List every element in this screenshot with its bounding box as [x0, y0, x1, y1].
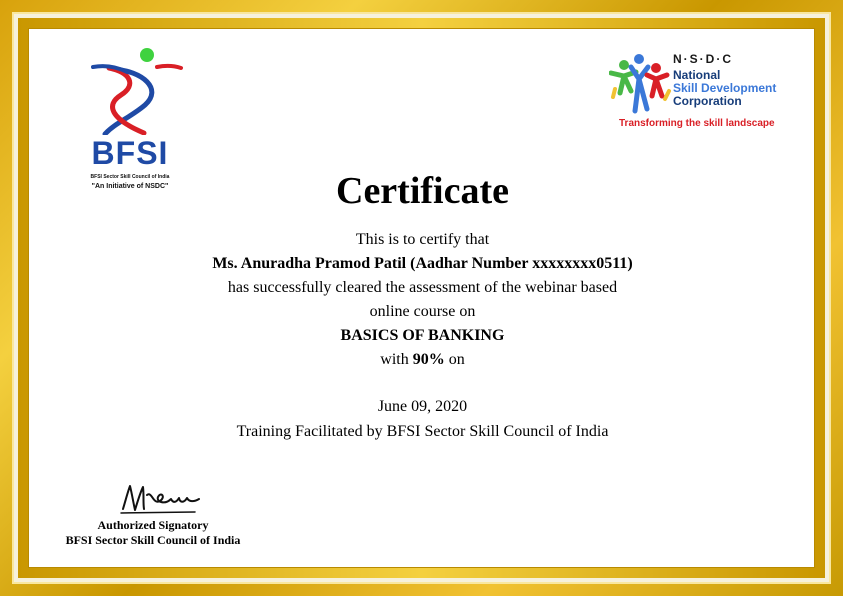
authorized-signature-icon [113, 481, 203, 517]
facilitated-by: Training Facilitated by BFSI Sector Skill Council of India [236, 423, 609, 440]
bfsi-wordmark: BFSI [91, 135, 169, 171]
signatory-organization: BFSI Sector Skill Council of India [65, 533, 241, 547]
assessment-line: has successfully cleared the assessment of the webinar based [227, 279, 618, 296]
signatory-role: Authorized Signatory [97, 518, 209, 532]
certificate-page [28, 28, 815, 568]
course-name: BASICS OF BANKING [340, 327, 505, 344]
nsdc-people-icon [609, 51, 671, 115]
recipient-line: Ms. Anuradha Pramod Patil (Aadhar Number xxxxxxxx0511) [212, 255, 633, 272]
nsdc-name [673, 69, 776, 108]
nsdc-logo [609, 49, 794, 139]
nsdc-tagline: Transforming the skill landscape [619, 118, 775, 129]
issue-date: June 09, 2020 [377, 398, 468, 415]
certificate-title: Certificate [336, 170, 509, 212]
nsdc-name-line-3: Corporation [673, 94, 742, 108]
nsdc-name-line-1: National [673, 68, 721, 82]
nsdc-name-line-2: Skill Development [673, 81, 777, 95]
bfsi-emblem-icon [75, 47, 185, 135]
score-suffix: on [448, 351, 465, 368]
score-line [29, 351, 816, 369]
score-prefix: with [380, 351, 409, 368]
certify-line: This is to certify that [355, 231, 490, 248]
score-value: 90% [412, 351, 445, 368]
nsdc-acronym: N·S·D·C [673, 52, 733, 66]
bfsi-initiative-text: "An Initiative of NSDC" [91, 183, 169, 190]
bfsi-subtitle: BFSI Sector Skill Council of India [90, 174, 170, 180]
online-course-line: online course on [369, 303, 476, 320]
